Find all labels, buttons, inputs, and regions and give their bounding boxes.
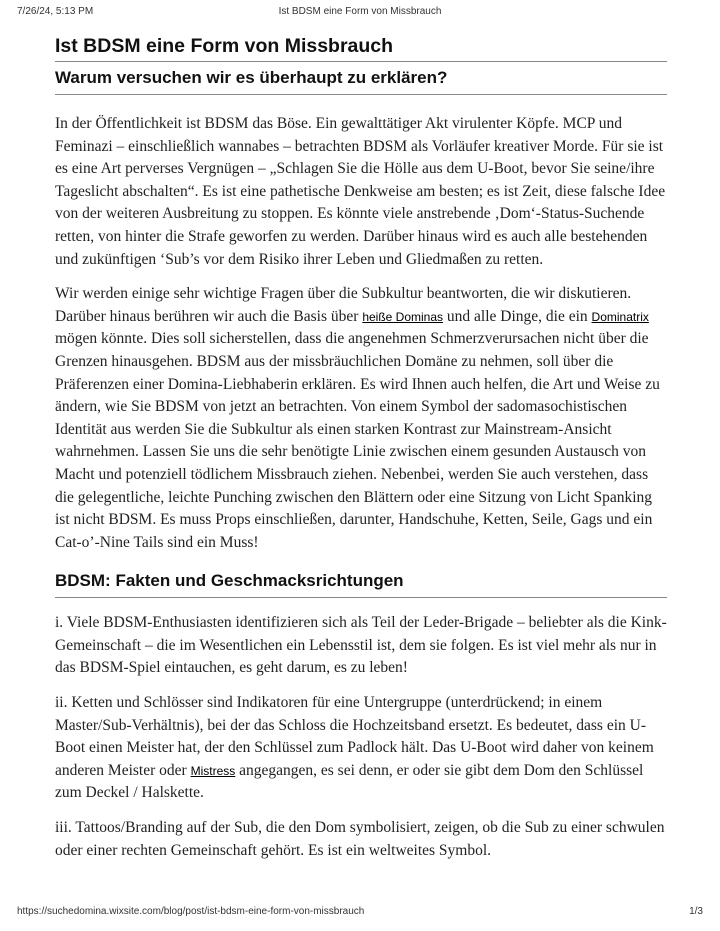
article-title: Ist BDSM eine Form von Missbrauch	[55, 35, 394, 57]
print-footer	[17, 906, 703, 920]
paragraph: ii. Ketten und Schlösser sind Indikatoren für eine Untergruppe (unterdrückend; in einem Master/Sub-Verhältnis), bei der das Schloss die Hochzeitsband ersetzt. Es bedeutet, dass ein U-Boot einen Meister hat, der den Schlüssel zum Padlock hält. Das U-Boot wird daher von keinem anderen Meister oder Mistress angegangen, es sei denn, er oder sie gibt dem Dom den Schlüssel zum Deckel / Halskette.	[55, 694, 654, 802]
paragraph: In der Öffentlichkeit ist BDSM das Böse. Ein gewalttätiger Akt virulenter Köpfe. MCP und Feminazi – einschließlich wannabes – betrachten BDSM als Vorläufer kreativer Morde. Für sie ist es eine Art perverses Vergnügen – „Schlagen Sie die Hölle aus dem U-Boot, bevor Sie seine/ihre Tageslicht abschalten“. Es ist eine pathetische Denkweise am besten; es ist Zeit, diese falsche Idee von der weiteren Ausbreitung zu stoppen. Es könnte viele anstrebende ‚Dom‘-Status-Suchende retten, von hinter die Strafe geworfen zu werden. Darüber hinaus wird es auch alle bestehenden und zukünftigen ‘Sub’s vor dem Risiko ihrer Leben und Gliedmaßen zu retten.	[55, 115, 666, 268]
subheading-block	[55, 62, 667, 95]
paragraph: iii. Tattoos/Branding auf der Sub, die den Dom symbolisiert, zeigen, ob die Sub zu einer schwulen oder einer rechten Gemeinschaft gehört. Es ist ein weltweites Symbol.	[55, 819, 665, 859]
link-dominatrix[interactable]: Dominatrix	[591, 309, 649, 324]
title-block	[55, 34, 667, 62]
print-datetime: 7/26/24, 5:13 PM	[17, 6, 94, 17]
article	[55, 34, 667, 862]
section-heading: BDSM: Fakten und Geschmacksrichtungen	[55, 571, 404, 591]
section-heading-block	[55, 570, 667, 598]
print-page-title: Ist BDSM eine Form von Missbrauch	[278, 6, 442, 17]
link-hot-dominas[interactable]: heiße Dominas	[362, 309, 444, 324]
print-header	[17, 6, 703, 20]
print-url: https://suchedomina.wixsite.com/blog/post/ist-bdsm-eine-form-von-missbrauch	[17, 906, 365, 917]
paragraph: i. Viele BDSM-Enthusiasten identifizieren sich als Teil der Leder-Brigade – beliebter als die Kink-Gemeinschaft – die im Wesentlichen ein Lebensstil ist, dem sie folgen. Es ist viel mehr als nur in das BDSM-Spiel eintauchen, es geht darum, es zu leben!	[55, 614, 667, 677]
link-mistress[interactable]: Mistress	[190, 763, 236, 778]
print-page-number: 1/3	[689, 906, 703, 917]
section-heading: Warum versuchen wir es überhaupt zu erklären?	[55, 68, 448, 87]
paragraph: Wir werden einige sehr wichtige Fragen über die Subkultur beantworten, die wir diskutieren. Darüber hinaus berühren wir auch die Basis über heiße Dominas und alle Dinge, die ein Dominatrix mögen könnte. Dies soll sicherstellen, dass die angenehmen Schmerzverursachen nicht über die Grenzen hinausgehen. BDSM aus der missbräuchlichen Domäne zu nehmen, soll über die Präferenzen einer Domina-Liebhaberin erklären. Es wird Ihnen auch helfen, die Art und Weise zu ändern, wie Sie BDSM von jetzt an betrachten. Von einem Symbol der sadomasochistischen Identität aus werden Sie die Subkultur als einen starken Kontrast zur Mainstream-Ansicht wahrnehmen. Lassen Sie uns die sehr benötigte Linie zwischen einem gesunden Austausch von Macht und potenziell tödlichem Missbrauch ziehen. Nebenbei, werden Sie auch verstehen, dass die gelegentliche, leichte Punching zwischen den Blättern oder eine Sitzung von Licht Spanking ist nicht BDSM. Es muss Props einschließen, darunter, Handschuhe, Ketten, Seile, Gags und ein Cat-o’-Nine Tails sind ein Muss!	[55, 285, 660, 551]
